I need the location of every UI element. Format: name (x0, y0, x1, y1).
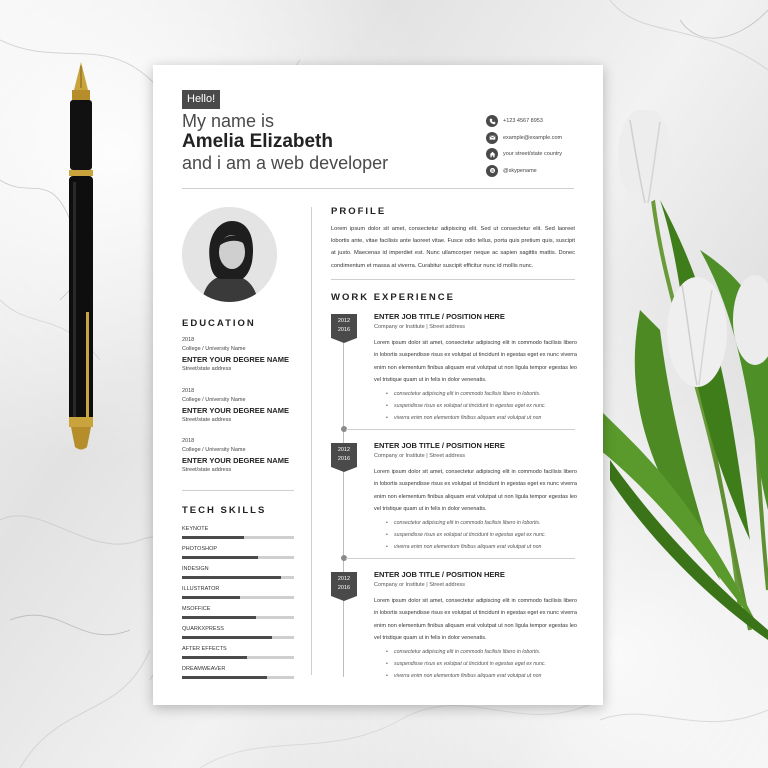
job-years-badge: 2012 2016 (331, 443, 357, 467)
intro-line: My name is (182, 111, 275, 131)
skill-level-fill (182, 596, 240, 599)
education-divider (182, 490, 294, 491)
tulips-decoration (600, 110, 768, 640)
job-company: Company or Institute | Street address (374, 453, 465, 459)
job-bullet: • suspendisse risus ex volutpat ut tincidunt in egestas eget ex nunc. (386, 400, 576, 412)
job-description: Lorem ipsum dolor sit amet, consectetur adipiscing elit in commodo facilisis libero in lobortis suspendisse risus ex volutpat ut tincidunt in egestas eget ex nunc viverra enim non elementum finibus aliquam erat volutpat ut non ligula tempor egestas leo vel tristique quam ut in felis in dolor venenatis. (374, 469, 577, 512)
home-icon (486, 148, 498, 160)
svg-text:S: S (490, 169, 494, 174)
contact-skype-text: @skypename (503, 167, 537, 174)
job-description: Lorem ipsum dolor sit amet, consectetur adipiscing elit in commodo facilisis libero in lobortis suspendisse risus ex volutpat ut tincidunt in egestas eget ex nunc viverra enim non elementum finibus aliquam erat volutpat ut non ligula tempor egestas leo vel tristique quam ut in felis in dolor venenatis. (374, 598, 577, 641)
contact-email-text: example@example.com (503, 134, 563, 141)
education-degree: ENTER YOUR DEGREE NAME (182, 456, 289, 465)
person-name: Amelia Elizabeth (182, 131, 333, 152)
skill-level-bar (182, 656, 294, 659)
skill-item (182, 645, 294, 665)
education-address: Street/state address (182, 467, 232, 473)
contact-skype (486, 163, 562, 180)
education-year: 2018 (182, 438, 195, 444)
skill-level-bar (182, 636, 294, 639)
skill-level-fill (182, 616, 256, 619)
skill-level-fill (182, 576, 281, 579)
skill-name: KEYNOTE (182, 526, 209, 532)
skill-item (182, 525, 294, 545)
education-address: Street/state address (182, 366, 232, 372)
skills-heading: TECH SKILLS (182, 505, 267, 516)
skill-item (182, 665, 294, 685)
job-bullet: • consectetur adipiscing elit in commodo facilisis libero in lobortis. (386, 646, 576, 658)
job-divider (346, 429, 575, 430)
timeline-line (343, 315, 344, 677)
skill-name: ILLUSTRATOR (182, 586, 220, 592)
contact-address (486, 146, 562, 163)
greeting-badge: Hello! (182, 90, 220, 109)
job-description: Lorem ipsum dolor sit amet, consectetur adipiscing elit in commodo facilisis libero in lobortis suspendisse risus ex volutpat ut tincidunt in egestas eget ex nunc viverra enim non elementum finibus aliquam erat volutpat ut non ligula tempor egestas leo vel tristique quam ut in felis in dolor venenatis. (374, 340, 577, 383)
skill-item (182, 625, 294, 645)
job-bullet: • consectetur adipiscing elit in commodo facilisis libero in lobortis. (386, 517, 576, 529)
skill-level-bar (182, 596, 294, 599)
job-title: ENTER JOB TITLE / POSITION HERE (374, 312, 505, 321)
skill-item (182, 605, 294, 625)
education-degree: ENTER YOUR DEGREE NAME (182, 406, 289, 415)
education-year: 2018 (182, 388, 195, 394)
job-bullet: • viverra enim non elementum finibus aliquam erat volutpat ut non (386, 541, 576, 553)
phone-icon (486, 115, 498, 127)
skill-level-fill (182, 636, 272, 639)
email-icon (486, 132, 498, 144)
education-address: Street/state address (182, 417, 232, 423)
skill-level-bar (182, 576, 294, 579)
contact-phone (486, 113, 562, 130)
education-college: College / University Name (182, 447, 246, 453)
skill-level-bar (182, 556, 294, 559)
education-degree: ENTER YOUR DEGREE NAME (182, 355, 289, 364)
job-bullet: • consectetur adipiscing elit in commodo facilisis libero in lobortis. (386, 388, 576, 400)
job-company: Company or Institute | Street address (374, 582, 465, 588)
skill-item (182, 545, 294, 565)
header-divider (182, 188, 574, 189)
skill-level-bar (182, 676, 294, 679)
skill-level-fill (182, 656, 247, 659)
skill-level-fill (182, 536, 244, 539)
skill-name: PHOTOSHOP (182, 546, 218, 552)
education-year: 2018 (182, 337, 195, 343)
skill-level-fill (182, 556, 258, 559)
job-bullets (386, 517, 576, 553)
skill-name: QUARKXPRESS (182, 626, 224, 632)
education-heading: EDUCATION (182, 318, 256, 329)
job-headline: and i am a web developer (182, 153, 389, 173)
contact-address-text: your street/state country (503, 151, 562, 158)
job-bullet: • viverra enim non elementum finibus aliquam erat volutpat ut non (386, 412, 576, 424)
resume-page (153, 65, 603, 705)
job-bullet: • suspendisse risus ex volutpat ut tincidunt in egestas eget ex nunc. (386, 529, 576, 541)
job-title: ENTER JOB TITLE / POSITION HERE (374, 570, 505, 579)
profile-divider (331, 279, 575, 280)
contact-email (486, 130, 562, 147)
job-bullet: • viverra enim non elementum finibus aliquam erat volutpat ut non (386, 670, 576, 682)
skill-level-bar (182, 616, 294, 619)
education-college: College / University Name (182, 346, 246, 352)
job-divider (346, 558, 575, 559)
education-entry (182, 336, 294, 374)
profile-heading: PROFILE (331, 206, 387, 217)
job-bullet: • suspendisse risus ex volutpat ut tincidunt in egestas eget ex nunc. (386, 658, 576, 670)
job-years-badge: 2012 2016 (331, 572, 357, 596)
skill-level-fill (182, 676, 267, 679)
profile-text: Lorem ipsum dolor sit amet, consectetur adipiscing elit. Sed ut consectetur elit. Sed laoreet lobortis ante, vitae facilisis ante laoreet vitae. Fusce odio tellus, porta quis pretium quis, suscipit at justo. Maecenas id imperdiet est. Nunc ullamcorper neque ac sapien sagittis mattis. Donec condimentum et massa at viverra. Curabitur suscipit efficitur nunc id mollis nunc. (331, 226, 575, 269)
skills-list (182, 525, 294, 685)
skill-item (182, 585, 294, 605)
education-entry (182, 387, 294, 425)
skill-item (182, 565, 294, 585)
job-bullets (386, 646, 576, 682)
job-title: ENTER JOB TITLE / POSITION HERE (374, 441, 505, 450)
skill-name: MSOFFICE (182, 606, 211, 612)
job-years-badge: 2012 2016 (331, 314, 357, 338)
skill-level-bar (182, 536, 294, 539)
education-college: College / University Name (182, 397, 246, 403)
skill-name: INDESIGN (182, 566, 209, 572)
education-entry (182, 437, 294, 475)
job-company: Company or Institute | Street address (374, 324, 465, 330)
skill-name: DREAMWEAVER (182, 666, 226, 672)
column-divider (311, 207, 312, 675)
fountain-pen-decoration (62, 62, 100, 452)
job-bullets (386, 388, 576, 424)
skype-icon (486, 165, 498, 177)
profile-photo (182, 207, 277, 302)
skill-name: AFTER EFFECTS (182, 646, 227, 652)
contact-list (486, 113, 562, 179)
contact-phone-text: +123 4567 8953 (503, 118, 543, 125)
work-heading: WORK EXPERIENCE (331, 292, 455, 303)
